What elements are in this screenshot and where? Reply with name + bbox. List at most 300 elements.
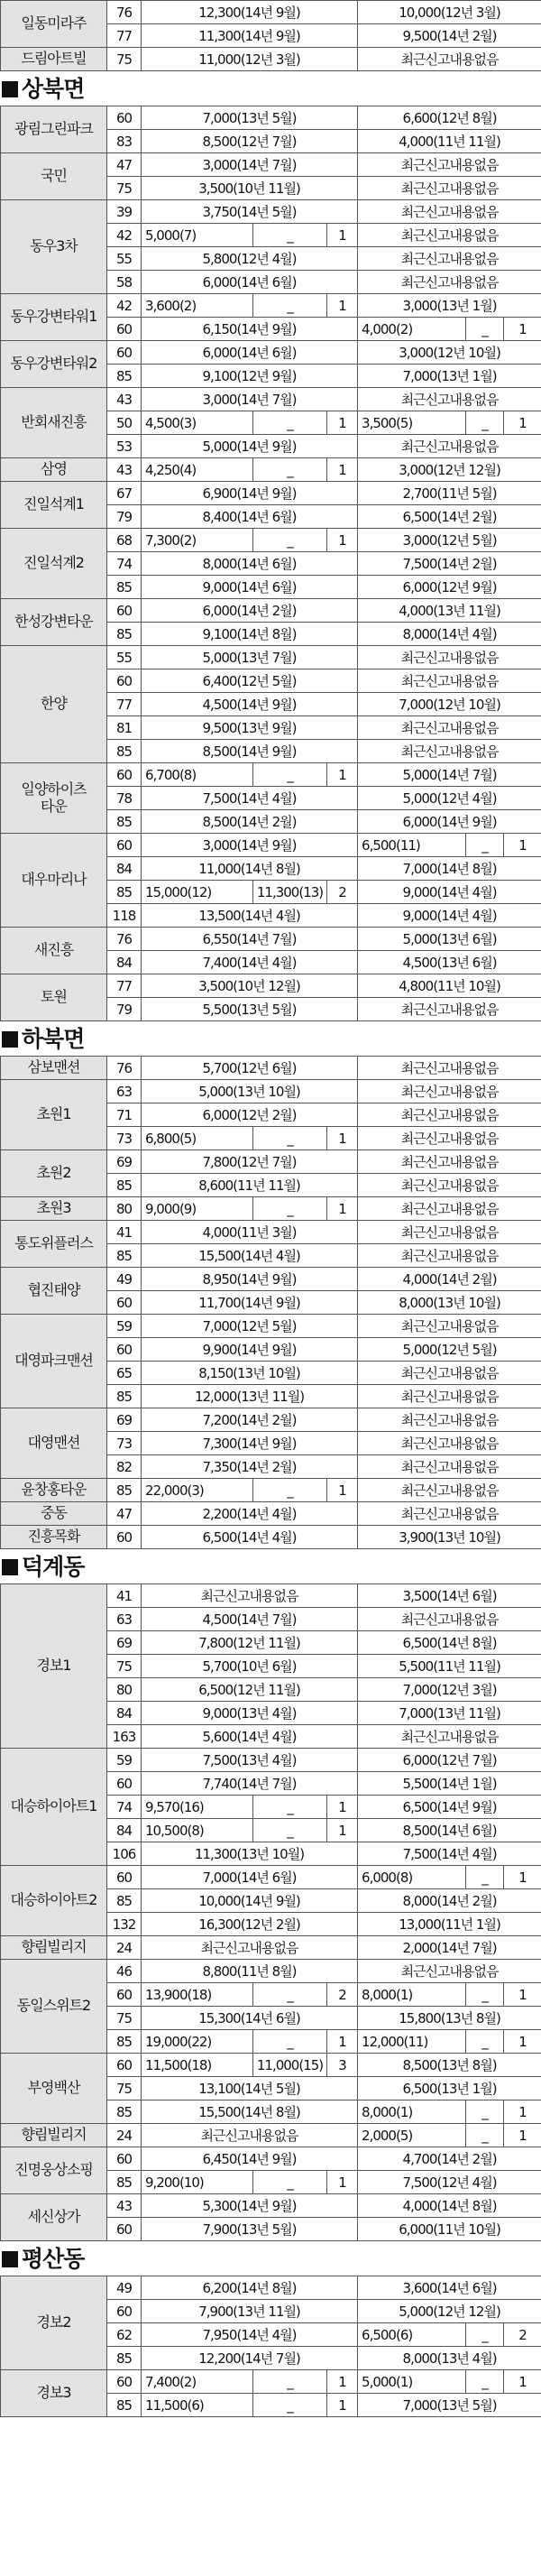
sale-price-2: _ xyxy=(253,1796,327,1819)
area-cell: 85 xyxy=(107,740,142,763)
complex-name: 대승하이아트2 xyxy=(1,1866,107,1936)
area-cell: 85 xyxy=(107,2347,142,2370)
sale-price: 12,000(13년 11월) xyxy=(142,1385,358,1408)
sale-price: 8,500(12년 7월) xyxy=(142,130,358,153)
sale-count: 1 xyxy=(327,1796,358,1819)
area-cell: 77 xyxy=(107,974,142,998)
area-cell: 60 xyxy=(107,1338,142,1362)
sale-price-2: _ xyxy=(253,411,327,435)
sale-price: 11,500(6) xyxy=(142,2394,253,2417)
lease-price: 최근신고내용없음 xyxy=(358,271,541,294)
sale-count: 1 xyxy=(327,224,358,247)
table-row xyxy=(1,1502,541,1526)
complex-name: 세신상가 xyxy=(1,2194,107,2241)
area-cell: 163 xyxy=(107,1725,142,1749)
lease-price: 최근신고내용없음 xyxy=(358,48,541,71)
table-row xyxy=(1,1,541,24)
area-cell: 60 xyxy=(107,669,142,693)
sale-price: 8,150(13년 10월) xyxy=(142,1362,358,1385)
lease-price-2: _ xyxy=(466,2323,504,2347)
area-cell: 74 xyxy=(107,1796,142,1819)
area-cell: 65 xyxy=(107,1362,142,1385)
lease-price: 최근신고내용없음 xyxy=(358,435,541,458)
area-cell: 46 xyxy=(107,1960,142,1983)
lease-price: 6,000(11년 10월) xyxy=(358,2218,541,2241)
area-cell: 60 xyxy=(107,341,142,365)
area-cell: 84 xyxy=(107,1819,142,1842)
price-table xyxy=(0,1583,541,2241)
sale-price: 8,950(14년 9월) xyxy=(142,1268,358,1291)
sale-count: 1 xyxy=(327,294,358,318)
sale-price-2: _ xyxy=(253,294,327,318)
complex-name: 동일스위트2 xyxy=(1,1960,107,2054)
sale-price: 9,000(13년 4월) xyxy=(142,1702,358,1725)
area-cell: 60 xyxy=(107,1983,142,2007)
sale-price: 9,570(16) xyxy=(142,1796,253,1819)
area-cell: 75 xyxy=(107,1655,142,1678)
complex-name: 대영맨션 xyxy=(1,1408,107,1479)
table-row xyxy=(1,1749,541,1772)
table-row xyxy=(1,1866,541,1889)
lease-price: 8,000(1) xyxy=(358,2101,466,2124)
lease-price-2: _ xyxy=(466,411,504,435)
sale-price: 3,600(2) xyxy=(142,294,253,318)
lease-price: 6,500(13년 1월) xyxy=(358,2077,541,2101)
lease-price: 8,000(13년 10월) xyxy=(358,1291,541,1315)
sale-count: 1 xyxy=(327,2171,358,2194)
complex-name: 초원3 xyxy=(1,1197,107,1221)
lease-price: 최근신고내용없음 xyxy=(358,1057,541,1080)
area-cell: 47 xyxy=(107,1502,142,1526)
sale-price: 3,000(14년 7월) xyxy=(142,388,358,411)
lease-count: 1 xyxy=(504,2101,541,2124)
sale-price: 9,100(12년 9월) xyxy=(142,365,358,388)
sale-price: 4,250(4) xyxy=(142,458,253,482)
sale-count: 1 xyxy=(327,411,358,435)
area-cell: 63 xyxy=(107,1608,142,1631)
sale-price: 5,300(14년 9월) xyxy=(142,2194,358,2218)
sale-count: 1 xyxy=(327,1197,358,1221)
complex-name: 삼영 xyxy=(1,458,107,482)
lease-price: 7,000(12년 10월) xyxy=(358,693,541,716)
complex-name: 동우강변타워2 xyxy=(1,341,107,388)
area-cell: 49 xyxy=(107,1268,142,1291)
lease-price: 8,000(1) xyxy=(358,1983,466,2007)
table-row xyxy=(1,2124,541,2147)
lease-price: 2,000(14년 7월) xyxy=(358,1936,541,1960)
sale-count: 1 xyxy=(327,1479,358,1502)
table-row xyxy=(1,153,541,177)
area-cell: 84 xyxy=(107,857,142,881)
lease-price: 6,000(8) xyxy=(358,1866,466,1889)
area-cell: 75 xyxy=(107,2007,142,2030)
lease-price: 6,500(14년 9월) xyxy=(358,1796,541,1819)
table-row xyxy=(1,1936,541,1960)
area-cell: 76 xyxy=(107,1057,142,1080)
sale-price: 5,000(13년 10월) xyxy=(142,1080,358,1103)
table-row xyxy=(1,1479,541,1502)
sale-price: 7,950(14년 4월) xyxy=(142,2323,358,2347)
lease-price: 최근신고내용없음 xyxy=(358,224,541,247)
area-cell: 53 xyxy=(107,435,142,458)
lease-price: 7,500(14년 4월) xyxy=(358,1842,541,1866)
square-bullet-icon xyxy=(2,2251,18,2267)
table-row xyxy=(1,341,541,365)
area-cell: 60 xyxy=(107,2054,142,2077)
complex-name: 드림아트빌 xyxy=(1,48,107,71)
square-bullet-icon xyxy=(2,1559,18,1575)
sale-count: 1 xyxy=(327,2394,358,2417)
area-cell: 69 xyxy=(107,1150,142,1174)
sale-price-2: _ xyxy=(253,2171,327,2194)
price-table xyxy=(0,106,541,1021)
area-cell: 55 xyxy=(107,247,142,271)
lease-price: 7,000(13년 11월) xyxy=(358,1702,541,1725)
lease-price-2: _ xyxy=(466,1866,504,1889)
area-cell: 47 xyxy=(107,153,142,177)
lease-price: 최근신고내용없음 xyxy=(358,247,541,271)
sale-price: 3,500(10년 11월) xyxy=(142,177,358,200)
area-cell: 69 xyxy=(107,1631,142,1655)
sale-count: 1 xyxy=(327,458,358,482)
area-cell: 71 xyxy=(107,1103,142,1127)
lease-price: 6,500(11) xyxy=(358,834,466,857)
sale-price: 5,800(12년 4월) xyxy=(142,247,358,271)
lease-price: 최근신고내용없음 xyxy=(358,1385,541,1408)
lease-price: 최근신고내용없음 xyxy=(358,1960,541,1983)
complex-name: 진명웅상소핑 xyxy=(1,2147,107,2194)
sale-price: 6,400(12년 5월) xyxy=(142,669,358,693)
area-cell: 106 xyxy=(107,1842,142,1866)
sale-count: 1 xyxy=(327,1819,358,1842)
sale-price: 5,600(14년 4월) xyxy=(142,1725,358,1749)
sale-price: 15,300(14년 6월) xyxy=(142,2007,358,2030)
complex-name: 경보1 xyxy=(1,1584,107,1749)
sale-price-2: _ xyxy=(253,763,327,787)
complex-name: 중동 xyxy=(1,1502,107,1526)
lease-price: 6,600(12년 8월) xyxy=(358,106,541,130)
table-row xyxy=(1,1960,541,1983)
lease-price: 6,500(14년 2월) xyxy=(358,505,541,529)
lease-price: 3,900(13년 10월) xyxy=(358,1526,541,1549)
sale-price: 7,900(13년 11월) xyxy=(142,2300,358,2323)
price-table xyxy=(0,1056,541,1549)
sale-price: 7,500(14년 4월) xyxy=(142,787,358,810)
sale-price: 4,000(11년 3월) xyxy=(142,1221,358,1244)
sale-price: 9,900(14년 9월) xyxy=(142,1338,358,1362)
sale-price: 5,700(12년 6월) xyxy=(142,1057,358,1080)
area-cell: 77 xyxy=(107,693,142,716)
sale-price: 7,740(14년 7월) xyxy=(142,1772,358,1796)
lease-price-2: _ xyxy=(466,2101,504,2124)
area-cell: 39 xyxy=(107,200,142,224)
lease-price: 최근신고내용없음 xyxy=(358,1127,541,1150)
sale-price: 16,300(12년 2월) xyxy=(142,1913,358,1936)
sale-price: 4,500(3) xyxy=(142,411,253,435)
sale-price-2: 11,300(13) xyxy=(253,881,327,904)
sale-price: 7,300(2) xyxy=(142,529,253,552)
lease-price: 최근신고내용없음 xyxy=(358,1608,541,1631)
complex-name: 통도위플러스 xyxy=(1,1221,107,1268)
lease-price: 최근신고내용없음 xyxy=(358,740,541,763)
section-title: 평산동 xyxy=(22,2246,85,2272)
complex-name: 경보3 xyxy=(1,2370,107,2417)
sale-price: 6,800(5) xyxy=(142,1127,253,1150)
sale-price: 최근신고내용없음 xyxy=(142,1936,358,1960)
table-row xyxy=(1,2054,541,2077)
lease-price: 9,500(14년 2월) xyxy=(358,24,541,48)
table-row xyxy=(1,1150,541,1174)
area-cell: 85 xyxy=(107,1385,142,1408)
lease-price: 최근신고내용없음 xyxy=(358,716,541,740)
area-cell: 76 xyxy=(107,1,142,24)
lease-price: 5,000(12년 5월) xyxy=(358,1338,541,1362)
sale-price: 11,500(18) xyxy=(142,2054,253,2077)
area-cell: 49 xyxy=(107,2276,142,2300)
sale-price: 6,450(14년 9월) xyxy=(142,2147,358,2171)
table-row xyxy=(1,388,541,411)
sale-price: 6,000(12년 2월) xyxy=(142,1103,358,1127)
lease-price: 3,000(12년 12월) xyxy=(358,458,541,482)
area-cell: 42 xyxy=(107,224,142,247)
sale-price: 7,400(14년 4월) xyxy=(142,951,358,974)
lease-price: 4,800(11년 10월) xyxy=(358,974,541,998)
lease-price: 5,000(13년 6월) xyxy=(358,928,541,951)
complex-name: 윤창홍타운 xyxy=(1,1479,107,1502)
lease-price: 8,000(14년 2월) xyxy=(358,1889,541,1913)
lease-price: 최근신고내용없음 xyxy=(358,646,541,669)
sale-price: 19,000(22) xyxy=(142,2030,253,2054)
complex-name: 동우강변타워1 xyxy=(1,294,107,341)
lease-price: 6,000(14년 9월) xyxy=(358,810,541,834)
area-cell: 85 xyxy=(107,576,142,599)
sale-price-2: _ xyxy=(253,2394,327,2417)
complex-name: 광림그린파크 xyxy=(1,106,107,153)
sale-price: 6,500(12년 11월) xyxy=(142,1678,358,1702)
area-cell: 78 xyxy=(107,787,142,810)
area-cell: 67 xyxy=(107,482,142,505)
sale-count: 2 xyxy=(327,881,358,904)
lease-price: 2,700(11년 5월) xyxy=(358,482,541,505)
lease-price: 4,000(2) xyxy=(358,318,466,341)
table-row xyxy=(1,200,541,224)
area-cell: 60 xyxy=(107,763,142,787)
lease-price: 최근신고내용없음 xyxy=(358,1408,541,1432)
lease-price: 5,000(12년 4월) xyxy=(358,787,541,810)
complex-name: 경보2 xyxy=(1,2276,107,2370)
complex-name: 동우3차 xyxy=(1,200,107,294)
area-cell: 75 xyxy=(107,48,142,71)
area-cell: 60 xyxy=(107,106,142,130)
complex-name: 한성강변타운 xyxy=(1,599,107,646)
sale-price: 8,000(14년 6월) xyxy=(142,552,358,576)
area-cell: 55 xyxy=(107,646,142,669)
lease-count: 2 xyxy=(504,2323,541,2347)
sale-price: 7,400(2) xyxy=(142,2370,253,2394)
area-cell: 85 xyxy=(107,2394,142,2417)
area-cell: 83 xyxy=(107,130,142,153)
lease-price: 13,000(11년 1월) xyxy=(358,1913,541,1936)
complex-name: 한양 xyxy=(1,646,107,763)
area-cell: 58 xyxy=(107,271,142,294)
sale-price: 6,550(14년 7월) xyxy=(142,928,358,951)
lease-price: 3,500(5) xyxy=(358,411,466,435)
price-table xyxy=(0,2276,541,2417)
lease-count: 1 xyxy=(504,411,541,435)
table-row xyxy=(1,1315,541,1338)
area-cell: 43 xyxy=(107,388,142,411)
lease-price: 9,000(14년 4월) xyxy=(358,881,541,904)
table-row xyxy=(1,2370,541,2394)
sale-price: 2,200(14년 4월) xyxy=(142,1502,358,1526)
complex-name: 반회새진흥 xyxy=(1,388,107,458)
lease-price: 최근신고내용없음 xyxy=(358,1197,541,1221)
area-cell: 85 xyxy=(107,623,142,646)
sale-count: 1 xyxy=(327,763,358,787)
sale-price: 8,400(14년 6월) xyxy=(142,505,358,529)
area-cell: 85 xyxy=(107,2171,142,2194)
complex-name: 진일석계1 xyxy=(1,482,107,529)
lease-price-2: _ xyxy=(466,318,504,341)
sale-price-2: 11,000(15) xyxy=(253,2054,327,2077)
area-cell: 60 xyxy=(107,1866,142,1889)
lease-price: 8,000(14년 4월) xyxy=(358,623,541,646)
complex-name: 진흥목화 xyxy=(1,1526,107,1549)
section-title: 덕계동 xyxy=(22,1554,85,1580)
area-cell: 59 xyxy=(107,1315,142,1338)
lease-price: 4,500(13년 6월) xyxy=(358,951,541,974)
area-cell: 68 xyxy=(107,529,142,552)
lease-price: 3,500(14년 6월) xyxy=(358,1584,541,1608)
lease-price: 5,000(14년 7월) xyxy=(358,763,541,787)
sale-price: 9,100(14년 8월) xyxy=(142,623,358,646)
area-cell: 80 xyxy=(107,1197,142,1221)
sale-price: 8,500(14년 9월) xyxy=(142,740,358,763)
area-cell: 60 xyxy=(107,1772,142,1796)
lease-price: 3,000(12년 5월) xyxy=(358,529,541,552)
table-row xyxy=(1,2194,541,2218)
lease-price-2: _ xyxy=(466,2030,504,2054)
complex-name: 진일석계2 xyxy=(1,529,107,599)
sale-price: 6,000(14년 6월) xyxy=(142,271,358,294)
sale-price-2: _ xyxy=(253,1197,327,1221)
sale-price: 13,500(14년 4월) xyxy=(142,904,358,928)
lease-price: 15,800(13년 8월) xyxy=(358,2007,541,2030)
area-cell: 84 xyxy=(107,1702,142,1725)
sale-price: 15,000(12) xyxy=(142,881,253,904)
sale-price: 15,500(14년 4월) xyxy=(142,1244,358,1268)
area-cell: 24 xyxy=(107,2124,142,2147)
area-cell: 85 xyxy=(107,365,142,388)
complex-name: 향림빌리지 xyxy=(1,1936,107,1960)
table-row xyxy=(1,1526,541,1549)
area-cell: 75 xyxy=(107,177,142,200)
section-heading xyxy=(0,1021,541,1056)
sale-price: 5,700(10년 6월) xyxy=(142,1655,358,1678)
sale-price: 11,700(14년 9월) xyxy=(142,1291,358,1315)
table-row xyxy=(1,928,541,951)
lease-price: 6,000(12년 7월) xyxy=(358,1749,541,1772)
area-cell: 50 xyxy=(107,411,142,435)
table-row xyxy=(1,974,541,998)
lease-price: 4,000(11년 11월) xyxy=(358,130,541,153)
complex-name: 대우마리나 xyxy=(1,834,107,928)
sale-price: 최근신고내용없음 xyxy=(142,2124,358,2147)
lease-price: 7,000(13년 5월) xyxy=(358,2394,541,2417)
complex-name: 부영백산 xyxy=(1,2054,107,2124)
area-cell: 59 xyxy=(107,1749,142,1772)
sale-price-2: _ xyxy=(253,2030,327,2054)
lease-count: 1 xyxy=(504,2370,541,2394)
lease-price: 최근신고내용없음 xyxy=(358,1432,541,1455)
sale-price: 6,000(14년 2월) xyxy=(142,599,358,623)
lease-price: 8,000(13년 4월) xyxy=(358,2347,541,2370)
table-row xyxy=(1,1080,541,1103)
area-cell: 81 xyxy=(107,716,142,740)
sale-price: 10,000(14년 9월) xyxy=(142,1889,358,1913)
section-heading xyxy=(0,71,541,106)
lease-price: 7,000(12년 3월) xyxy=(358,1678,541,1702)
sale-price: 5,000(7) xyxy=(142,224,253,247)
area-cell: 79 xyxy=(107,505,142,529)
sale-price: 11,300(14년 9월) xyxy=(142,24,358,48)
sale-price: 6,200(14년 8월) xyxy=(142,2276,358,2300)
lease-price-2: _ xyxy=(466,1983,504,2007)
complex-name: 새진흥 xyxy=(1,928,107,974)
lease-price: 최근신고내용없음 xyxy=(358,1221,541,1244)
area-cell: 43 xyxy=(107,2194,142,2218)
lease-count: 1 xyxy=(504,1866,541,1889)
area-cell: 85 xyxy=(107,2101,142,2124)
table-row xyxy=(1,646,541,669)
area-cell: 60 xyxy=(107,834,142,857)
area-cell: 85 xyxy=(107,2030,142,2054)
lease-price: 5,000(1) xyxy=(358,2370,466,2394)
lease-price: 최근신고내용없음 xyxy=(358,1315,541,1338)
sale-price: 11,300(13년 10월) xyxy=(142,1842,358,1866)
section-heading xyxy=(0,2241,541,2276)
sale-price: 5,000(13년 7월) xyxy=(142,646,358,669)
area-cell: 77 xyxy=(107,24,142,48)
sale-count: 1 xyxy=(327,1127,358,1150)
sale-price: 7,350(14년 2월) xyxy=(142,1455,358,1479)
section-title: 상북면 xyxy=(22,76,85,102)
sale-price: 6,000(14년 6월) xyxy=(142,341,358,365)
price-table xyxy=(0,0,541,71)
area-cell: 73 xyxy=(107,1127,142,1150)
lease-price: 최근신고내용없음 xyxy=(358,177,541,200)
lease-price: 8,500(13년 8월) xyxy=(358,2054,541,2077)
complex-name: 대영파크맨션 xyxy=(1,1315,107,1408)
lease-price: 4,000(14년 8월) xyxy=(358,2194,541,2218)
sale-price-2: _ xyxy=(253,1127,327,1150)
area-cell: 60 xyxy=(107,599,142,623)
area-cell: 24 xyxy=(107,1936,142,1960)
sale-price: 7,000(13년 5월) xyxy=(142,106,358,130)
complex-name: 국민 xyxy=(1,153,107,200)
sale-price: 6,700(8) xyxy=(142,763,253,787)
sale-price: 22,000(3) xyxy=(142,1479,253,1502)
lease-price: 5,500(14년 1월) xyxy=(358,1772,541,1796)
sale-price: 9,000(9) xyxy=(142,1197,253,1221)
sale-price: 11,000(14년 8월) xyxy=(142,857,358,881)
complex-name: 일동미라주 xyxy=(1,1,107,48)
sale-price: 7,500(13년 4월) xyxy=(142,1749,358,1772)
sale-price-2: _ xyxy=(253,458,327,482)
sale-price: 10,500(8) xyxy=(142,1819,253,1842)
lease-price: 8,500(14년 6월) xyxy=(358,1819,541,1842)
complex-name: 향림빌리지 xyxy=(1,2124,107,2147)
